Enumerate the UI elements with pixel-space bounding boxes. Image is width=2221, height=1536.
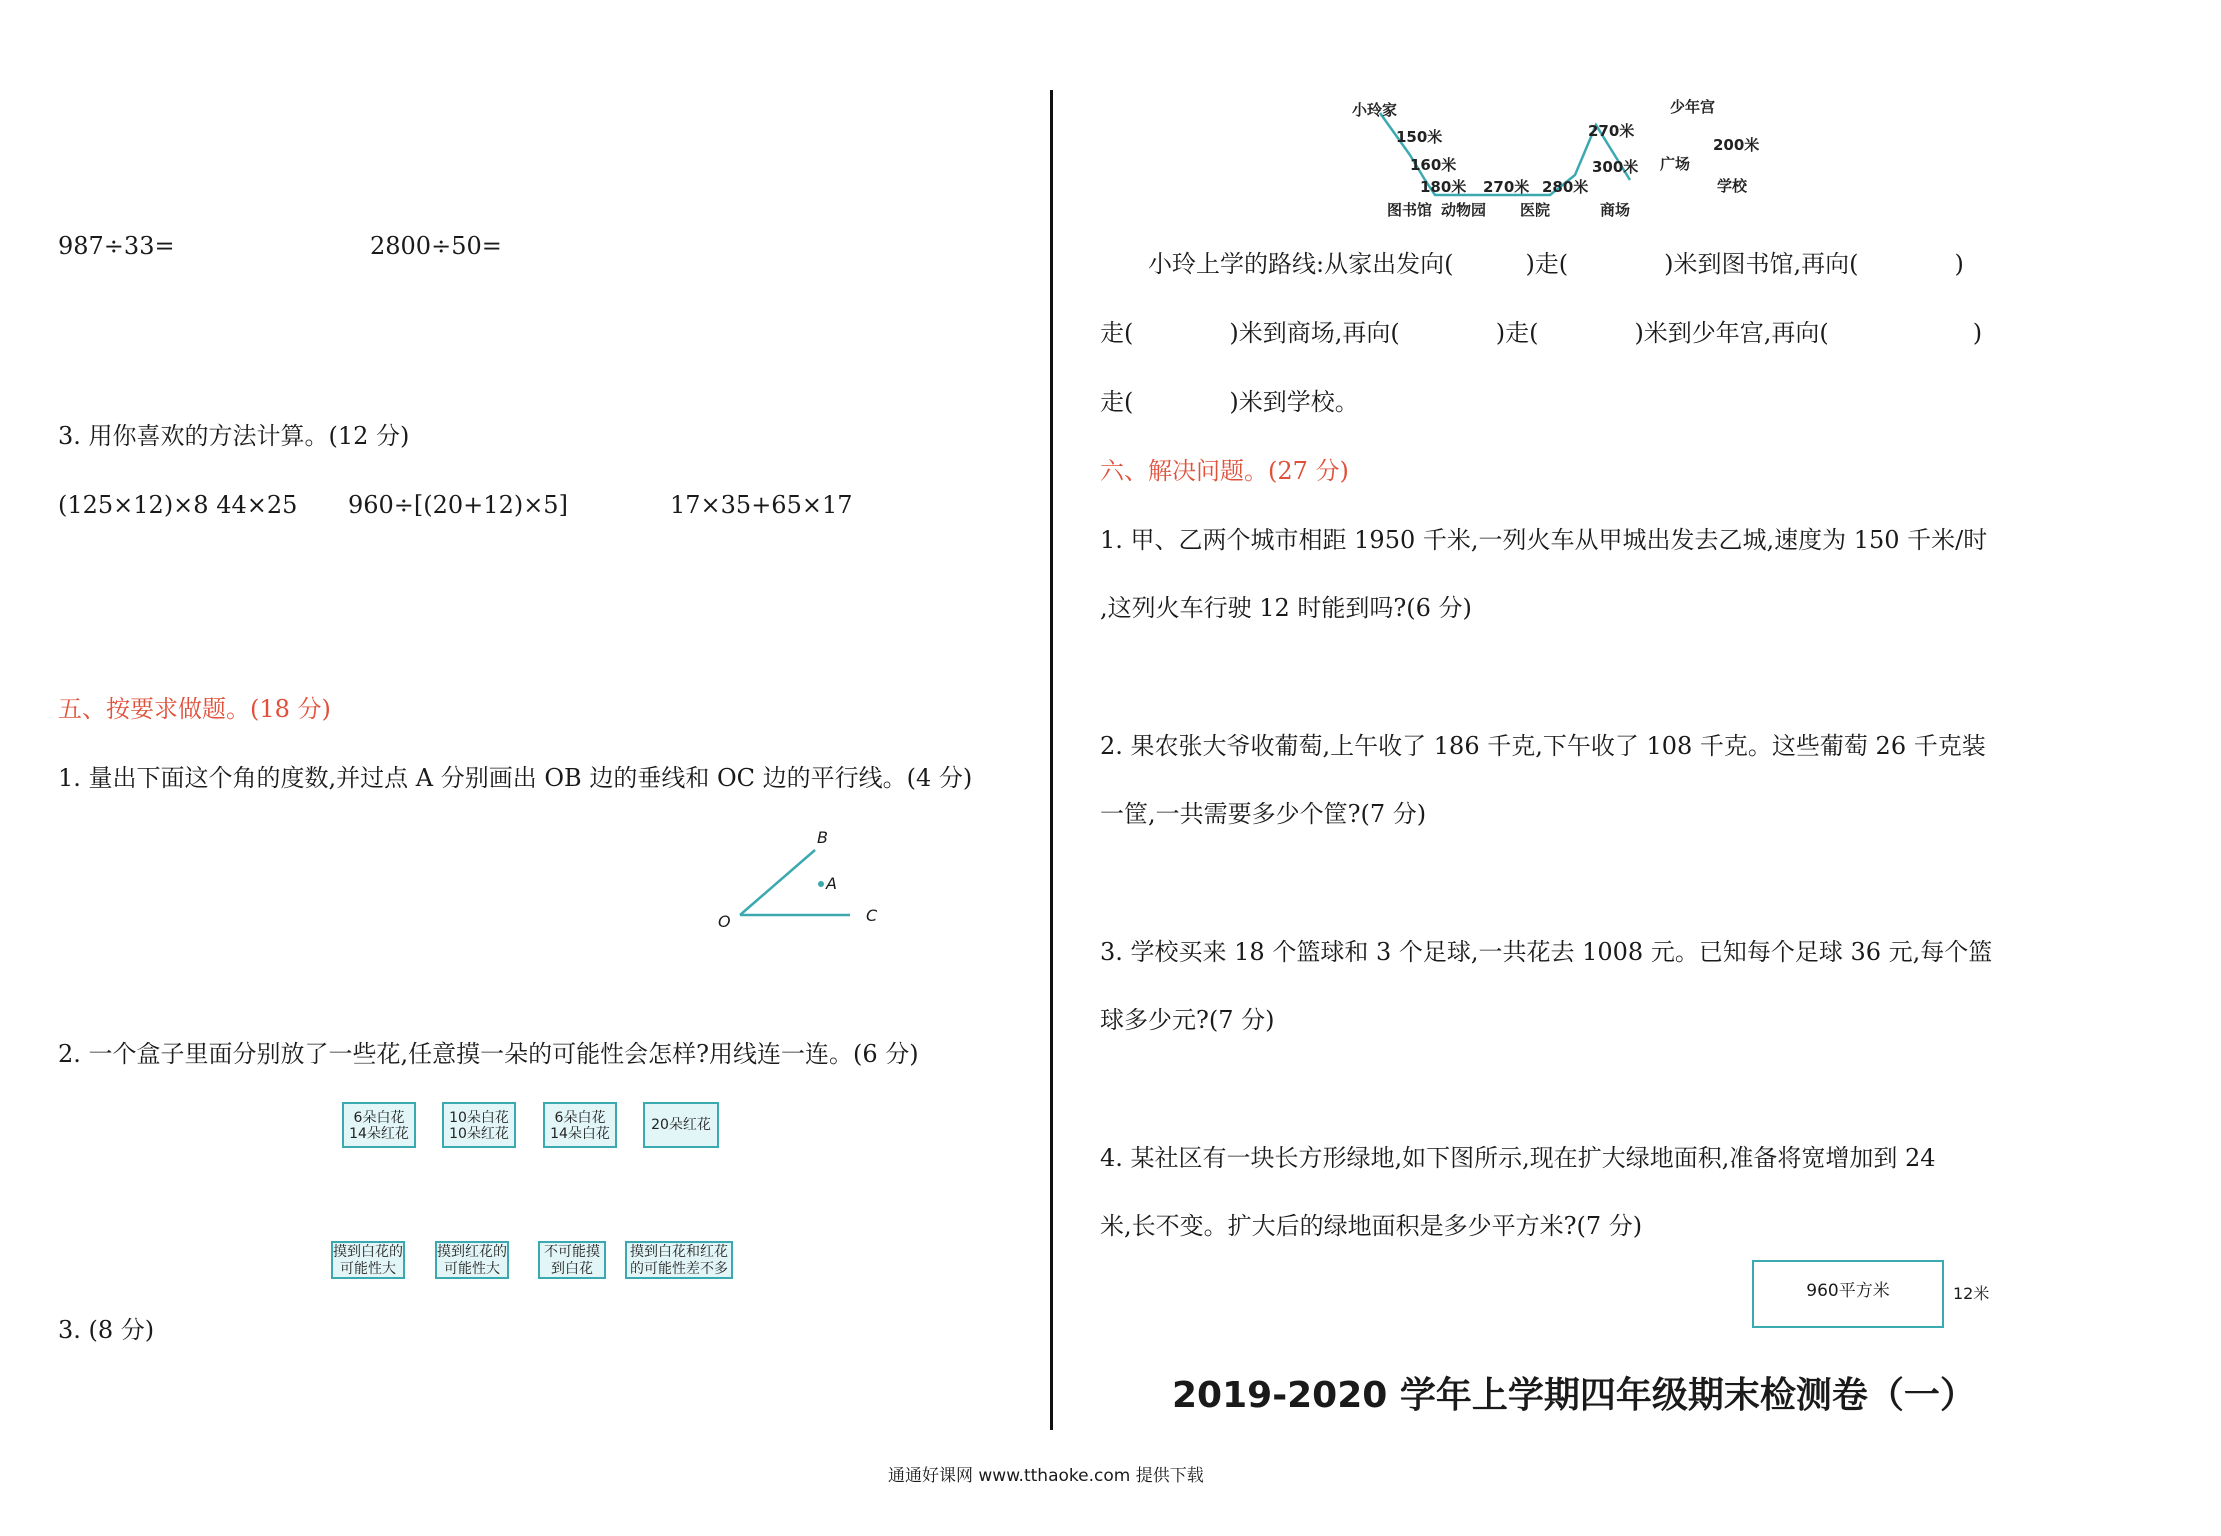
section5-heading: 五、按要求做题。(18 分) <box>58 695 331 723</box>
problem-1-line-1: 1. 甲、乙两个城市相距 1950 千米,一列火车从甲城出发去乙城,速度为 150 千米/时 <box>1100 526 1988 554</box>
q3-item-1: (125×12)×8 44×25 <box>58 491 298 519</box>
flower-box-4: 20朵红花 <box>643 1102 719 1148</box>
map-d180: 180米 <box>1420 178 1467 196</box>
map-d160: 160米 <box>1410 156 1457 174</box>
division-item-1: 987÷33= <box>58 232 175 260</box>
problem-2-line-2: 一筐,一共需要多少个筐?(7 分) <box>1100 800 1427 828</box>
angle-question: 1. 量出下面这个角的度数,并过点 A 分别画出 OB 边的垂线和 OC 边的平行线。(4 分) <box>58 764 973 792</box>
problem-4-line-2: 米,长不变。扩大后的绿地面积是多少平方米?(7 分) <box>1100 1212 1643 1240</box>
map-school: 学校 <box>1717 177 1748 195</box>
map-home: 小玲家 <box>1352 101 1398 119</box>
q3-score: 3. (8 分) <box>58 1316 155 1344</box>
flower-box-1: 6朵白花 14朵红花 <box>342 1102 416 1148</box>
problem-4-line-1: 4. 某社区有一块长方形绿地,如下图所示,现在扩大绿地面积,准备将宽增加到 24 <box>1100 1144 1936 1172</box>
column-divider <box>1050 90 1053 1430</box>
map-palace: 少年宫 <box>1670 98 1716 116</box>
exam-title: 2019-2020 学年上学期四年级期末检测卷（一） <box>1172 1375 1976 1416</box>
map-zoo: 动物园 <box>1441 201 1487 219</box>
green-area-rect <box>1752 1260 1944 1328</box>
angle-label-c: C <box>866 906 878 925</box>
q3-item-3: 17×35+65×17 <box>670 491 853 519</box>
problem-3-line-2: 球多少元?(7 分) <box>1100 1006 1275 1034</box>
choice-box-2: 摸到红花的 可能性大 <box>435 1241 509 1279</box>
q3-heading: 3. 用你喜欢的方法计算。(12 分) <box>58 422 410 450</box>
flower-box-3: 6朵白花 14朵白花 <box>543 1102 617 1148</box>
map-d280: 280米 <box>1542 178 1589 196</box>
choice-box-1: 摸到白花的 可能性大 <box>331 1241 405 1279</box>
angle-label-a: A <box>826 874 837 893</box>
problem-2-line-1: 2. 果农张大爷收葡萄,上午收了 186 千克,下午收了 108 千克。这些葡萄 26 千克装 <box>1100 732 1986 760</box>
map-d270a: 270米 <box>1483 178 1530 196</box>
map-d300: 300米 <box>1592 158 1639 176</box>
q3-item-2: 960÷[(20+12)×5] <box>348 491 568 519</box>
problem-1-line-2: ,这列火车行驶 12 时能到吗?(6 分) <box>1100 594 1472 622</box>
map-d150: 150米 <box>1396 128 1443 146</box>
map-d200: 200米 <box>1713 136 1760 154</box>
angle-label-b: B <box>817 828 828 847</box>
map-d270b: 270米 <box>1588 122 1635 140</box>
footer-source: 通通好课网 www.tthaoke.com 提供下载 <box>888 1466 1204 1486</box>
route-line-1: 小玲上学的路线:从家出发向( )走( )米到图书馆,再向( ) <box>1148 250 1964 278</box>
rect-width-label: 12米 <box>1953 1284 1990 1303</box>
map-mall: 商场 <box>1600 201 1631 219</box>
flower-box-2: 10朵白花 10朵红花 <box>442 1102 516 1148</box>
probability-question: 2. 一个盒子里面分别放了一些花,任意摸一朵的可能性会怎样?用线连一连。(6 分) <box>58 1040 919 1068</box>
route-line-2: 走( )米到商场,再向( )走( )米到少年宫,再向( ) <box>1100 319 1983 347</box>
choice-box-3: 不可能摸 到白花 <box>538 1241 606 1279</box>
division-item-2: 2800÷50= <box>370 232 502 260</box>
angle-label-o: O <box>718 912 731 931</box>
map-hospital: 医院 <box>1520 201 1551 219</box>
choice-box-4: 摸到白花和红花 的可能性差不多 <box>625 1241 733 1279</box>
map-library: 图书馆 <box>1387 201 1433 219</box>
problem-3-line-1: 3. 学校买来 18 个篮球和 3 个足球,一共花去 1008 元。已知每个足球 36 元,每个篮 <box>1100 938 1993 966</box>
map-square: 广场 <box>1660 155 1691 173</box>
route-line-3: 走( )米到学校。 <box>1100 388 1359 416</box>
section6-heading: 六、解决问题。(27 分) <box>1100 457 1349 485</box>
rect-area-label: 960平方米 <box>1806 1281 1890 1301</box>
